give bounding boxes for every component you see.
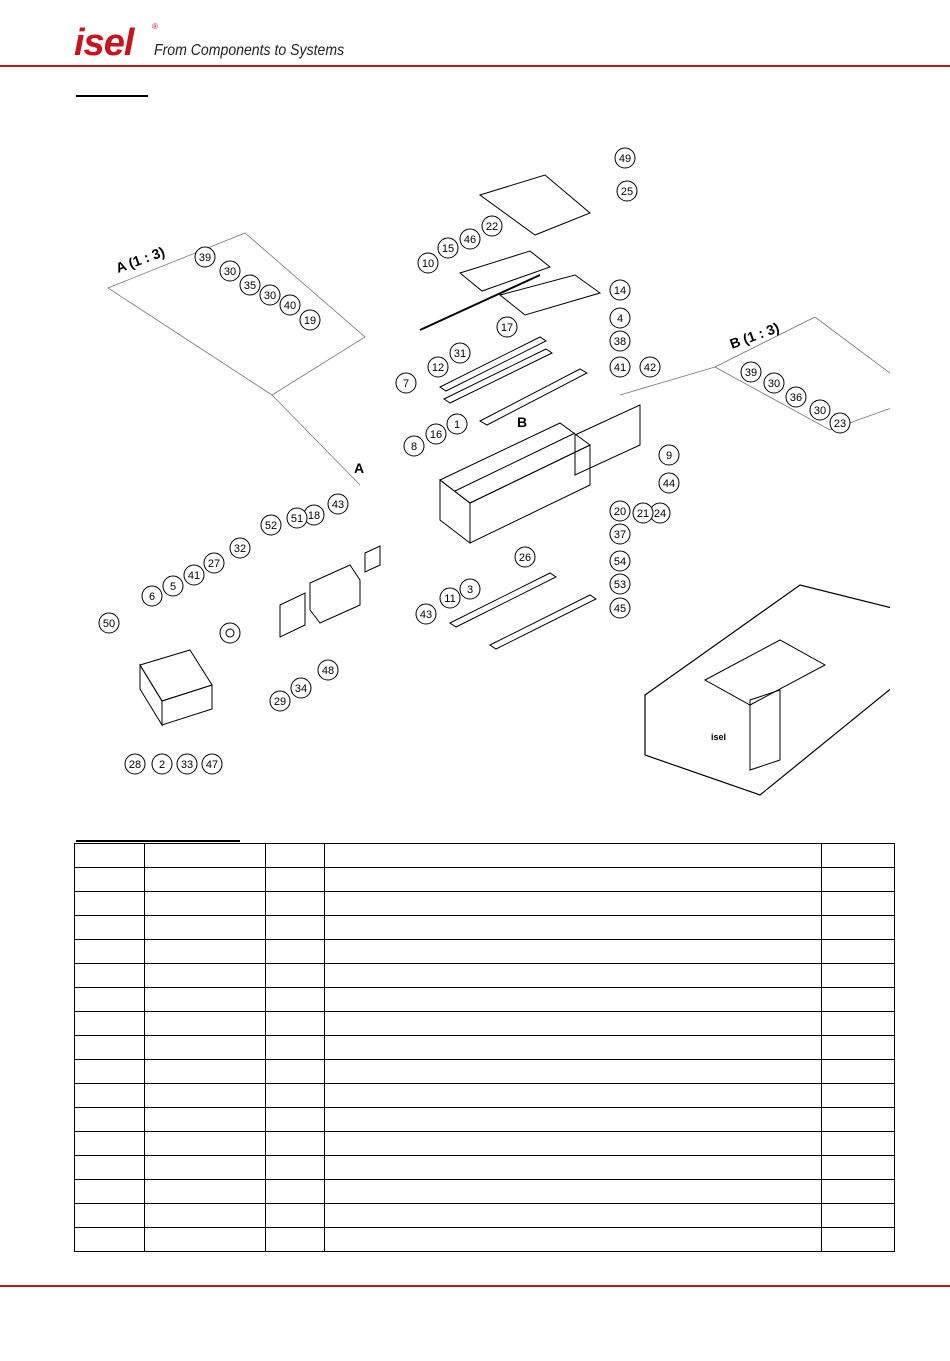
balloon-number: 30 [767,378,781,390]
table-cell [822,1132,895,1156]
housing-brand-label: isel [711,732,727,742]
part-balloon [659,445,679,465]
footer-divider [0,1285,950,1287]
table-cell [75,1156,145,1180]
table-cell [822,844,895,868]
balloon-number: 53 [613,579,627,591]
table-cell [75,1204,145,1228]
table-cell [266,1036,325,1060]
balloon-number: 17 [500,322,514,334]
table-row [75,868,895,892]
assembled-axis-endplate [750,690,780,770]
detail-a-label: A (1 : 3) [113,243,167,276]
balloon-number: 26 [518,552,532,564]
balloon-number: 40 [283,300,297,312]
balloon-number: 44 [662,478,676,490]
control-box-top [140,650,212,701]
part-balloon [260,285,280,305]
balloon-number: 2 [158,759,166,771]
table-cell [75,1108,145,1132]
balloon-number: 19 [303,315,317,327]
table-cell [325,940,822,964]
table-cell [266,964,325,988]
table-cell [325,1204,822,1228]
table-cell [325,1132,822,1156]
balloon-number: 41 [187,570,201,582]
table-cell [822,1180,895,1204]
part-balloon [428,357,448,377]
balloon-number: 25 [620,186,634,198]
part-balloon [497,317,517,337]
profile-side [470,445,590,543]
motor-body [310,565,360,623]
table-cell [75,1036,145,1060]
table-cell [75,940,145,964]
part-balloon [659,473,679,493]
table-cell [266,844,325,868]
balloon-number: 31 [453,348,467,360]
ball-screw [420,275,540,330]
profile-top [440,423,590,503]
table-cell [325,844,822,868]
balloon-number: 22 [485,221,499,233]
part-balloon [610,280,630,300]
table-cell [325,1108,822,1132]
part-balloon [184,565,204,585]
table-cell [325,964,822,988]
table-cell [822,988,895,1012]
part-balloon [287,508,307,528]
part-balloon [460,579,480,599]
table-cell [325,916,822,940]
table-cell [75,964,145,988]
table-cell [822,1156,895,1180]
table-cell [822,1108,895,1132]
balloon-number: 9 [665,450,673,462]
balloon-number: 14 [613,285,627,297]
balloon-number: 41 [613,362,627,374]
table-row [75,964,895,988]
header-divider [0,65,950,67]
logo-wordmark: isel [74,22,134,64]
table-cell [75,1084,145,1108]
table-row [75,1180,895,1204]
table-cell [325,1084,822,1108]
part-balloon [610,574,630,594]
table-cell [145,964,266,988]
balloon-number: 35 [243,280,257,292]
table-cell [822,1204,895,1228]
part-balloon [615,148,635,168]
table-cell [822,964,895,988]
balloon-number: 4 [616,313,624,325]
table-row [75,844,895,868]
section-title-underline [76,95,148,97]
table-row [75,916,895,940]
balloon-number: 28 [128,759,142,771]
balloon-number: 37 [613,529,627,541]
table-cell [75,1012,145,1036]
part-balloon [318,660,338,680]
table-cell [266,1084,325,1108]
part-balloon [328,494,348,514]
part-balloon [202,754,222,774]
view-b-marker: B [517,414,528,430]
part-balloon [270,691,290,711]
part-balloon [426,424,446,444]
balloon-number: 8 [410,441,418,453]
balloon-number: 43 [331,499,345,511]
table-cell [145,916,266,940]
balloon-number: 46 [463,234,477,246]
part-balloon [460,229,480,249]
balloon-number: 5 [169,581,177,593]
table-cell [145,1012,266,1036]
table-cell [266,892,325,916]
balloon-number: 30 [263,290,277,302]
balloon-number: 20 [613,506,627,518]
table-cell [266,1228,325,1252]
table-cell [75,1132,145,1156]
table-cell [75,1060,145,1084]
end-plate [575,405,640,475]
part-balloon [610,331,630,351]
part-balloon [177,754,197,774]
table-cell [266,916,325,940]
part-balloon [610,357,630,377]
balloon-number: 29 [273,696,287,708]
part-balloon [610,598,630,618]
part-balloon [230,538,250,558]
table-cell [325,1060,822,1084]
table-cell [266,1108,325,1132]
part-balloon [830,413,850,433]
table-cell [145,988,266,1012]
balloon-number: 11 [444,593,456,605]
table-cell [266,1060,325,1084]
part-balloon [396,373,416,393]
balloon-number: 1 [453,419,461,431]
table-cell [145,1156,266,1180]
table-cell [325,892,822,916]
balloon-number: 51 [290,513,304,525]
part-balloon [786,387,806,407]
table-cell [75,892,145,916]
part-balloon [163,576,183,596]
balloon-number: 30 [223,266,237,278]
balloon-number: 48 [321,665,335,677]
part-balloon [450,343,470,363]
balloon-number: 7 [402,378,410,390]
balloon-number: 39 [198,252,212,264]
detail-b-label: B (1 : 3) [727,319,782,352]
part-balloon [610,501,630,521]
table-cell [822,1012,895,1036]
registered-mark: ® [152,22,158,31]
part-balloon [482,216,502,236]
pulley [220,623,240,643]
control-box-side [140,665,162,725]
part-balloon [280,295,300,315]
table-row [75,940,895,964]
table-cell [145,1108,266,1132]
part-balloon [418,253,438,273]
table-cell [266,868,325,892]
part-balloon [142,586,162,606]
table-row [75,892,895,916]
table-cell [822,1036,895,1060]
carriage-block-2 [500,275,600,315]
table-row [75,1132,895,1156]
table-cell [822,892,895,916]
table-cell [325,1012,822,1036]
balloon-number: 47 [205,759,219,771]
table-cell [145,1180,266,1204]
assembled-axis-outline [645,585,890,795]
balloon-number: 52 [264,520,278,532]
part-balloon [152,754,172,774]
table-cell [145,868,266,892]
table-row [75,1036,895,1060]
part-balloon [640,357,660,377]
balloon-number: 39 [744,367,758,379]
part-balloon [416,604,436,624]
balloon-number: 36 [789,392,803,404]
linear-rail-upper-3 [480,369,587,425]
parts-table [74,843,894,1252]
part-balloon [300,310,320,330]
part-balloon [240,275,260,295]
part-balloon [610,524,630,544]
table-cell [266,1204,325,1228]
table-row [75,1060,895,1084]
part-balloon [447,414,467,434]
table-cell [822,868,895,892]
balloon-number: 24 [653,508,667,520]
control-box-front [162,685,212,725]
linear-rail-lower-2 [490,595,596,649]
table-cell [266,988,325,1012]
page-header [0,0,950,70]
logo-slogan: From Components to Systems [154,42,345,59]
part-balloon [204,553,224,573]
table-cell [145,1228,266,1252]
table-cell [145,844,266,868]
table-row [75,1228,895,1252]
part-balloon [291,678,311,698]
table-cell [266,1180,325,1204]
table-row [75,988,895,1012]
table-row [75,1084,895,1108]
balloon-number: 34 [294,683,308,695]
table-cell [325,1156,822,1180]
balloon-number: 54 [613,556,627,568]
table-cell [266,1156,325,1180]
balloon-number: 50 [102,618,116,630]
table-cell [325,1180,822,1204]
table-cell [325,1228,822,1252]
table-cell [266,940,325,964]
table-row [75,1108,895,1132]
table-title-underline [76,840,240,842]
balloon-number: 16 [429,429,443,441]
bearing-plate [365,546,380,572]
table-cell [75,868,145,892]
table-row [75,1012,895,1036]
balloon-number: 49 [618,153,632,165]
balloon-number: 6 [148,591,156,603]
table-cell [822,1060,895,1084]
table-cell [325,1036,822,1060]
table-cell [822,940,895,964]
part-balloon [617,181,637,201]
table-cell [822,916,895,940]
balloon-number: 12 [431,362,445,374]
view-a-marker: A [354,460,365,476]
table-row [75,1204,895,1228]
part-balloon [261,515,281,535]
table-cell [145,1060,266,1084]
part-balloon [633,503,653,523]
part-balloon [195,247,215,267]
table-cell [822,1084,895,1108]
part-balloon [610,308,630,328]
part-balloon [438,238,458,258]
table-cell [325,868,822,892]
table-cell [145,1036,266,1060]
table-cell [822,1228,895,1252]
part-balloon [764,373,784,393]
table-cell [75,1180,145,1204]
part-balloon [404,436,424,456]
table-cell [325,988,822,1012]
part-balloon [515,547,535,567]
profile-front [440,480,470,543]
balloon-number: 15 [441,243,455,255]
balloon-number: 38 [613,336,627,348]
exploded-view-svg [60,105,890,805]
part-balloon [810,400,830,420]
table-cell [145,940,266,964]
part-balloon [99,613,119,633]
balloon-number: 33 [180,759,194,771]
balloon-number: 30 [813,405,827,417]
balloon-number: 18 [307,510,321,522]
table-cell [145,1204,266,1228]
table-cell [266,1132,325,1156]
table-cell [266,1012,325,1036]
balloon-number: 21 [636,508,650,520]
balloon-number: 43 [419,609,433,621]
parts-table-body [75,844,895,1252]
table-row [75,1156,895,1180]
table-cell [75,844,145,868]
part-balloon [440,588,460,608]
balloon-number: 32 [233,543,247,555]
balloon-number: 10 [421,258,435,270]
motor-flange [280,593,305,637]
balloon-number: 42 [643,362,657,374]
table-cell [75,916,145,940]
table-cell [145,892,266,916]
exploded-view-drawing [60,105,890,805]
balloon-number: 23 [833,418,847,430]
balloon-layer [99,148,850,774]
balloon-number: 45 [613,603,627,615]
balloon-number: 27 [207,558,221,570]
part-balloon [741,362,761,382]
table-cell [145,1132,266,1156]
balloon-number: 3 [466,584,474,596]
part-balloon [125,754,145,774]
part-balloon [610,551,630,571]
part-balloon [220,261,240,281]
table-cell [145,1084,266,1108]
table-cell [75,988,145,1012]
table-cell [75,1228,145,1252]
